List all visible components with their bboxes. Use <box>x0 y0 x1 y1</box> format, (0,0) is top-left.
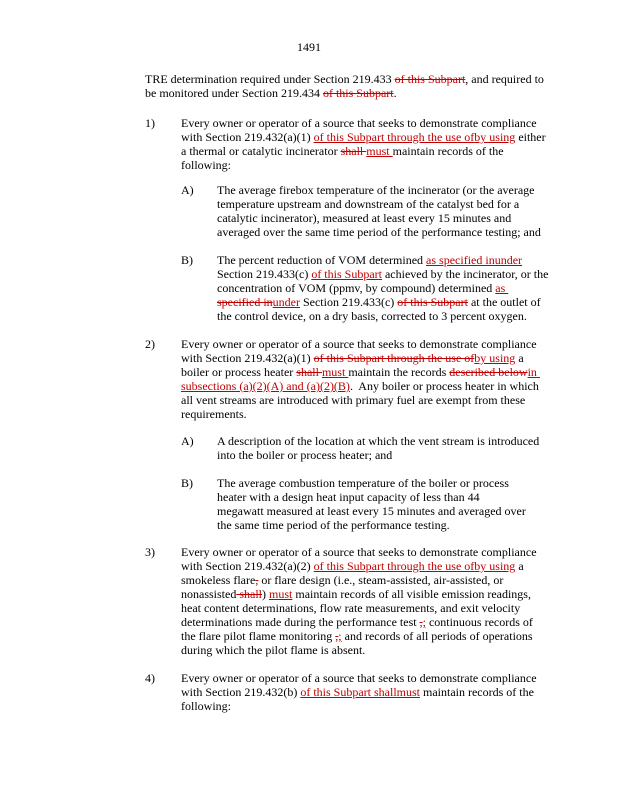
inserted-text: under <box>272 295 300 309</box>
text-run: a boiler or process heater <box>181 351 527 379</box>
deleted-text: of this Subpart <box>397 295 468 309</box>
text-run: maintain the records <box>348 365 450 379</box>
text-run: Every owner or operator of a source that seeks to demonstrate compliance with Section 219.432(b) <box>181 671 540 699</box>
subitem-number: B) <box>181 476 193 490</box>
deleted-text: described below <box>449 365 528 379</box>
text-run: ) <box>262 587 270 601</box>
inserted-text: ; <box>422 615 426 629</box>
item-number: 2) <box>145 337 155 351</box>
deleted-text: , <box>419 615 423 629</box>
item-number: 1) <box>145 116 155 130</box>
inserted-text: of this Subpart through the use of <box>313 130 475 144</box>
item-text <box>181 116 549 172</box>
subitem-number: A) <box>181 434 194 448</box>
subitem-text <box>217 183 543 239</box>
inserted-text: in subsections (a)(2)(A) and (a)(2)(B) <box>181 365 540 393</box>
text-run: continuous records of the flare pilot flame monitoring <box>181 615 536 643</box>
subitem-text <box>217 434 549 462</box>
deleted-text: , <box>255 573 259 587</box>
text-run: The percent reduction of VOM determined <box>217 253 427 267</box>
deleted-text: , <box>335 629 339 643</box>
subitem-number: B) <box>181 253 193 267</box>
inserted-text: must <box>366 144 393 158</box>
page-number: 1491 <box>297 40 321 54</box>
item-text <box>181 671 546 713</box>
item-text <box>181 545 546 657</box>
text-run: and records of all periods of operations during which the pilot flame is absent. <box>181 629 536 657</box>
inserted-text: by using <box>474 351 516 365</box>
text-run: Every owner or operator of a source that seeks to demonstrate compliance with Section 219.432(a)(1) <box>181 116 540 144</box>
subitem-text <box>217 476 527 532</box>
deleted-text: specified in <box>217 295 273 309</box>
inserted-text: as <box>495 281 509 295</box>
subitem-text <box>217 253 552 323</box>
text-run: maintain records of all visible emission readings, heat content determinations, flow rate measurements, and exit velocity determinations made during the performance test <box>181 587 534 629</box>
text-run: TRE determination required under Section 219.433 <box>145 72 395 86</box>
text-run: or flare design (i.e., steam-assisted, air-assisted, or nonassisted <box>181 573 507 601</box>
text-run: A description of the location at which the vent stream is introduced into the boiler or process heater; and <box>217 434 543 462</box>
inserted-text: by using <box>474 559 516 573</box>
text-run: at the outlet of the control device, on a dry basis, corrected to 3 percent oxygen. <box>217 295 544 323</box>
text-run: . Any boiler or process heater in which all vent streams are introduced with primary fuel are exempt from these requirements. <box>181 379 542 421</box>
text-run: The average combustion temperature of the boiler or process heater with a design heat input capacity of less than 44 megawatt measured at least every 15 minutes and averaged over the same time period of the performance testing. <box>217 476 529 532</box>
text-run: . <box>393 86 397 100</box>
inserted-text: must <box>269 587 293 601</box>
inserted-text: by using <box>474 130 516 144</box>
deleted-text: shall <box>296 365 322 379</box>
text-run: achieved by the incinerator, or the concentration of VOM (ppmv, by compound) determined <box>217 267 552 295</box>
inserted-text: of this Subpart through the use of <box>313 559 475 573</box>
inserted-text: must <box>321 365 349 379</box>
subitem-number: A) <box>181 183 194 197</box>
inserted-text: as specified in <box>426 253 495 267</box>
text-run: a smokeless flare <box>181 559 527 587</box>
text-run: either a thermal or catalytic incinerator <box>181 130 549 158</box>
text-run: Section 219.433(c) <box>217 253 526 281</box>
intro-paragraph <box>145 72 545 100</box>
text-run: , and required to be monitored under Section 219.434 <box>145 72 547 100</box>
text-run: Section 219.433(c) <box>299 295 398 309</box>
text-run: The average firebox temperature of the incinerator (or the average temperature upstream and downstream of the catalyst bed for a catalytic incinerator), measured at least every 15 minutes and averaged over the same time period of the performance testing; and <box>217 183 541 239</box>
deleted-text: shall <box>340 144 367 158</box>
inserted-text: under <box>494 253 523 267</box>
text-run: maintain records of the following: <box>181 685 537 713</box>
inserted-text: ; <box>338 629 342 643</box>
deleted-text: of this Subpart <box>394 72 466 86</box>
text-run: Every owner or operator of a source that seeks to demonstrate compliance with Section 219.432(a)(2) <box>181 545 540 573</box>
deleted-text: of this Subpart <box>322 86 394 100</box>
deleted-text: of this Subpart through the use of <box>313 351 475 365</box>
item-number: 4) <box>145 671 155 685</box>
item-number: 3) <box>145 545 155 559</box>
item-text <box>181 337 546 421</box>
inserted-text: of this Subpart shall <box>300 685 397 699</box>
inserted-text: must <box>396 685 420 699</box>
text-run: maintain records of the following: <box>181 144 507 172</box>
inserted-text: of this Subpart <box>311 267 382 281</box>
text-run: Every owner or operator of a source that seeks to demonstrate compliance with Section 219.432(a)(1) <box>181 337 540 365</box>
deleted-text: shall <box>236 587 263 601</box>
